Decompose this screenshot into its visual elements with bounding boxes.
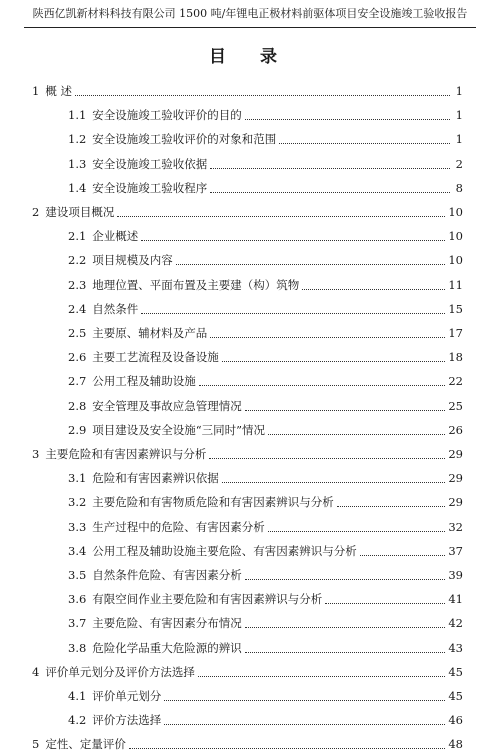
toc-entry-label: 生产过程中的危险、有害因素分析 — [92, 519, 265, 534]
toc-page-number: 17 — [448, 326, 463, 340]
toc-entry-title — [68, 711, 161, 729]
toc-entry-number: 3.6 — [68, 592, 87, 607]
toc-entry-number: 3.2 — [68, 495, 87, 510]
toc-entry-label: 主要工艺流程及设备设施 — [92, 350, 219, 365]
dot-leader — [117, 215, 445, 217]
toc-entry-title — [32, 735, 126, 753]
toc-entry-title — [68, 251, 173, 269]
toc-page-number: 37 — [448, 543, 463, 558]
toc-section-entry[interactable] — [68, 687, 463, 705]
toc-page-number: 48 — [448, 737, 463, 752]
toc-entry-label: 安全设施竣工验收评价的目的 — [92, 108, 242, 123]
toc-entry-label: 评价单元划分及评价方法选择 — [45, 664, 195, 679]
toc-entry-title — [68, 397, 242, 415]
dot-leader — [141, 312, 445, 314]
toc-section-entry[interactable] — [68, 276, 463, 294]
toc-entry-title — [68, 155, 207, 173]
toc-section-entry[interactable] — [68, 469, 463, 487]
toc-page-number: 18 — [448, 350, 463, 365]
page-title: 目 录 — [209, 47, 291, 67]
dot-leader — [245, 409, 446, 411]
dot-leader — [198, 675, 446, 677]
toc-page-number: 10 — [448, 253, 463, 268]
toc-section-entry[interactable] — [68, 421, 463, 439]
toc-chapter-entry[interactable] — [32, 663, 463, 681]
toc-section-entry[interactable] — [68, 518, 463, 536]
toc-section-entry[interactable] — [68, 590, 463, 608]
toc-entry-number: 3.3 — [68, 519, 87, 534]
toc-entry-number: 4.2 — [68, 713, 87, 728]
toc-page-number: 8 — [455, 180, 463, 195]
toc-entry-title — [68, 614, 242, 632]
toc-entry-title — [68, 130, 276, 148]
toc-section-entry[interactable] — [68, 372, 463, 390]
toc-entry-title — [32, 82, 72, 100]
toc-entry-number: 3.1 — [68, 471, 87, 486]
toc-section-entry[interactable] — [68, 130, 463, 148]
toc-page-number: 45 — [448, 664, 463, 679]
toc-entry-title — [68, 106, 242, 124]
toc-entry-label: 企业概述 — [92, 229, 139, 244]
toc-entry-label: 概 述 — [45, 84, 72, 98]
toc-section-entry[interactable] — [68, 493, 463, 511]
dot-leader — [279, 142, 450, 144]
toc-entry-title — [32, 203, 114, 221]
toc-entry-number: 4 — [32, 664, 40, 679]
toc-entry-label: 公用工程及辅助设施主要危险、有害因素辨识与分析 — [92, 543, 357, 558]
dot-leader — [222, 360, 446, 362]
toc-section-entry[interactable] — [68, 324, 463, 342]
dot-leader — [209, 457, 445, 459]
toc-chapter-entry[interactable] — [32, 445, 463, 463]
toc-entry-number: 1.2 — [68, 132, 87, 147]
dot-leader — [268, 530, 446, 532]
toc-section-entry[interactable] — [68, 397, 463, 415]
toc-entry-label: 自然条件危险、有害因素分析 — [92, 568, 242, 582]
toc-section-entry[interactable] — [68, 106, 463, 124]
toc-entry-number: 1.1 — [68, 108, 87, 123]
toc-page-number: 25 — [448, 398, 463, 413]
toc-entry-number: 1.4 — [68, 180, 87, 195]
dot-leader — [302, 288, 445, 290]
toc-entry-number: 2 — [32, 205, 40, 219]
toc-section-entry[interactable] — [68, 711, 463, 729]
toc-entry-number: 4.1 — [68, 689, 87, 703]
toc-entry-label: 地理位置、平面布置及主要建（构）筑物 — [92, 277, 300, 292]
toc-page-number: 43 — [448, 640, 463, 655]
toc-entry-number: 2.4 — [68, 301, 87, 316]
toc-page-number: 26 — [448, 422, 463, 437]
toc-entry-title — [68, 590, 322, 608]
toc-entry-label: 安全设施竣工验收依据 — [92, 156, 208, 171]
toc-page-number: 46 — [448, 713, 463, 728]
toc-entry-title — [68, 324, 207, 342]
toc-entry-label: 主要危险和有害物质危险和有害因素辨识与分析 — [92, 495, 334, 510]
toc-page-number: 42 — [448, 616, 463, 631]
toc-entry-title — [68, 227, 138, 245]
toc-entry-label: 公用工程及辅助设施 — [92, 374, 196, 389]
dot-leader — [222, 481, 446, 483]
toc-entry-label: 项目建设及安全设施“三同时”情况 — [92, 422, 266, 437]
toc-page-number: 10 — [448, 229, 463, 244]
dot-leader — [245, 118, 450, 120]
toc-entry-label: 危险和有害因素辨识依据 — [92, 471, 219, 486]
toc-section-entry[interactable] — [68, 348, 463, 366]
toc-entry-number: 2.1 — [68, 229, 87, 244]
toc-entry-label: 安全设施竣工验收程序 — [92, 180, 208, 195]
toc-entry-label: 自然条件 — [92, 301, 139, 316]
toc-chapter-entry[interactable] — [32, 203, 463, 221]
dot-leader — [210, 336, 445, 338]
toc-entry-title — [68, 469, 219, 487]
dot-leader — [164, 723, 445, 725]
toc-section-entry[interactable] — [68, 614, 463, 632]
toc-page-number: 1 — [455, 132, 463, 147]
toc-section-entry[interactable] — [68, 639, 463, 657]
dot-leader — [245, 578, 446, 580]
dot-leader — [337, 505, 446, 507]
toc-entry-label: 主要危险和有害因素辨识与分析 — [45, 447, 207, 461]
toc-entry-label: 定性、定量评价 — [45, 737, 126, 752]
toc-section-entry[interactable] — [68, 251, 463, 269]
toc-entry-title — [68, 518, 265, 536]
toc-page-number: 29 — [448, 495, 463, 510]
toc-entry-number: 2.5 — [68, 326, 87, 340]
toc-page-number: 11 — [448, 277, 463, 292]
toc-entry-number: 2.3 — [68, 277, 87, 292]
toc-page-number: 29 — [448, 447, 463, 461]
toc-entry-number: 1 — [32, 84, 40, 98]
toc-entry-number: 3.8 — [68, 640, 87, 655]
toc-entry-title — [68, 300, 138, 318]
toc-page-number: 10 — [448, 205, 463, 219]
toc-entry-title — [68, 493, 334, 511]
toc-entry-number: 3 — [32, 447, 40, 461]
toc-page-number: 22 — [448, 374, 463, 389]
toc-entry-number: 2.2 — [68, 253, 87, 268]
toc-section-entry[interactable] — [68, 179, 463, 197]
dot-leader — [210, 191, 450, 193]
toc-entry-title — [68, 639, 242, 657]
toc-entry-label: 评价方法选择 — [92, 713, 162, 728]
toc-page-number: 1 — [455, 108, 463, 123]
dot-leader — [245, 651, 446, 653]
toc-entry-title — [68, 276, 299, 294]
toc-page-number: 41 — [448, 592, 463, 607]
toc-entry-title — [68, 566, 242, 584]
dot-leader — [129, 747, 446, 749]
toc-entry-label: 评价单元划分 — [92, 689, 162, 703]
toc-entry-title — [68, 542, 357, 560]
dot-leader — [75, 94, 450, 96]
toc-entry-number: 2.9 — [68, 422, 87, 437]
toc-entry-title — [68, 421, 265, 439]
dot-leader — [360, 554, 446, 556]
running-header: 陕西亿凯新材料科技有限公司 1500 吨/年锂电正极材料前驱体项目安全设施竣工验收报告 — [32, 7, 468, 20]
toc-section-entry[interactable] — [68, 300, 463, 318]
toc-page-number: 32 — [448, 519, 463, 534]
toc-entry-number: 3.7 — [68, 616, 87, 631]
dot-leader — [199, 384, 446, 386]
toc-section-entry[interactable] — [68, 227, 463, 245]
toc-section-entry[interactable] — [68, 566, 463, 584]
toc-entry-label: 主要原、辅材料及产品 — [92, 326, 208, 340]
toc-entry-title — [68, 372, 196, 390]
toc-entry-label: 危险化学品重大危险源的辨识 — [92, 640, 242, 655]
toc-entry-number: 1.3 — [68, 156, 87, 171]
dot-leader — [141, 239, 445, 241]
toc-entry-title — [68, 179, 207, 197]
toc-entry-label: 有限空间作业主要危险和有害因素辨识与分析 — [92, 592, 323, 607]
toc-page-number: 1 — [455, 84, 463, 98]
dot-leader — [164, 699, 445, 701]
toc-entry-number: 2.7 — [68, 374, 87, 389]
toc-entry-label: 安全管理及事故应急管理情况 — [92, 398, 242, 413]
toc-section-entry[interactable] — [68, 155, 463, 173]
toc-entry-label: 安全设施竣工验收评价的对象和范围 — [92, 132, 277, 147]
toc-entry-number: 2.8 — [68, 398, 87, 413]
toc-chapter-entry[interactable] — [32, 735, 463, 753]
toc-entry-title — [68, 687, 161, 705]
toc-entry-number: 5 — [32, 737, 40, 752]
header-divider — [24, 27, 476, 28]
dot-leader — [245, 626, 446, 628]
toc-page-number: 29 — [448, 471, 463, 486]
toc-entry-label: 主要危险、有害因素分布情况 — [92, 616, 242, 631]
toc-entry-title — [32, 445, 206, 463]
toc-section-entry[interactable] — [68, 542, 463, 560]
dot-leader — [176, 263, 446, 265]
dot-leader — [210, 167, 450, 169]
toc-entry-title — [32, 663, 195, 681]
toc-entry-label: 项目规模及内容 — [92, 253, 173, 268]
toc-entry-number: 3.5 — [68, 568, 87, 582]
dot-leader — [268, 433, 445, 435]
toc-page-number: 45 — [448, 689, 463, 703]
toc-entry-title — [68, 348, 219, 366]
dot-leader — [325, 602, 445, 604]
toc-entry-number: 3.4 — [68, 543, 87, 558]
toc-page-number: 15 — [448, 301, 463, 316]
toc-page-number: 2 — [455, 156, 463, 171]
toc-entry-number: 2.6 — [68, 350, 87, 365]
toc-chapter-entry[interactable] — [32, 82, 463, 100]
toc-page-number: 39 — [448, 568, 463, 582]
toc-entry-label: 建设项目概况 — [45, 205, 115, 219]
